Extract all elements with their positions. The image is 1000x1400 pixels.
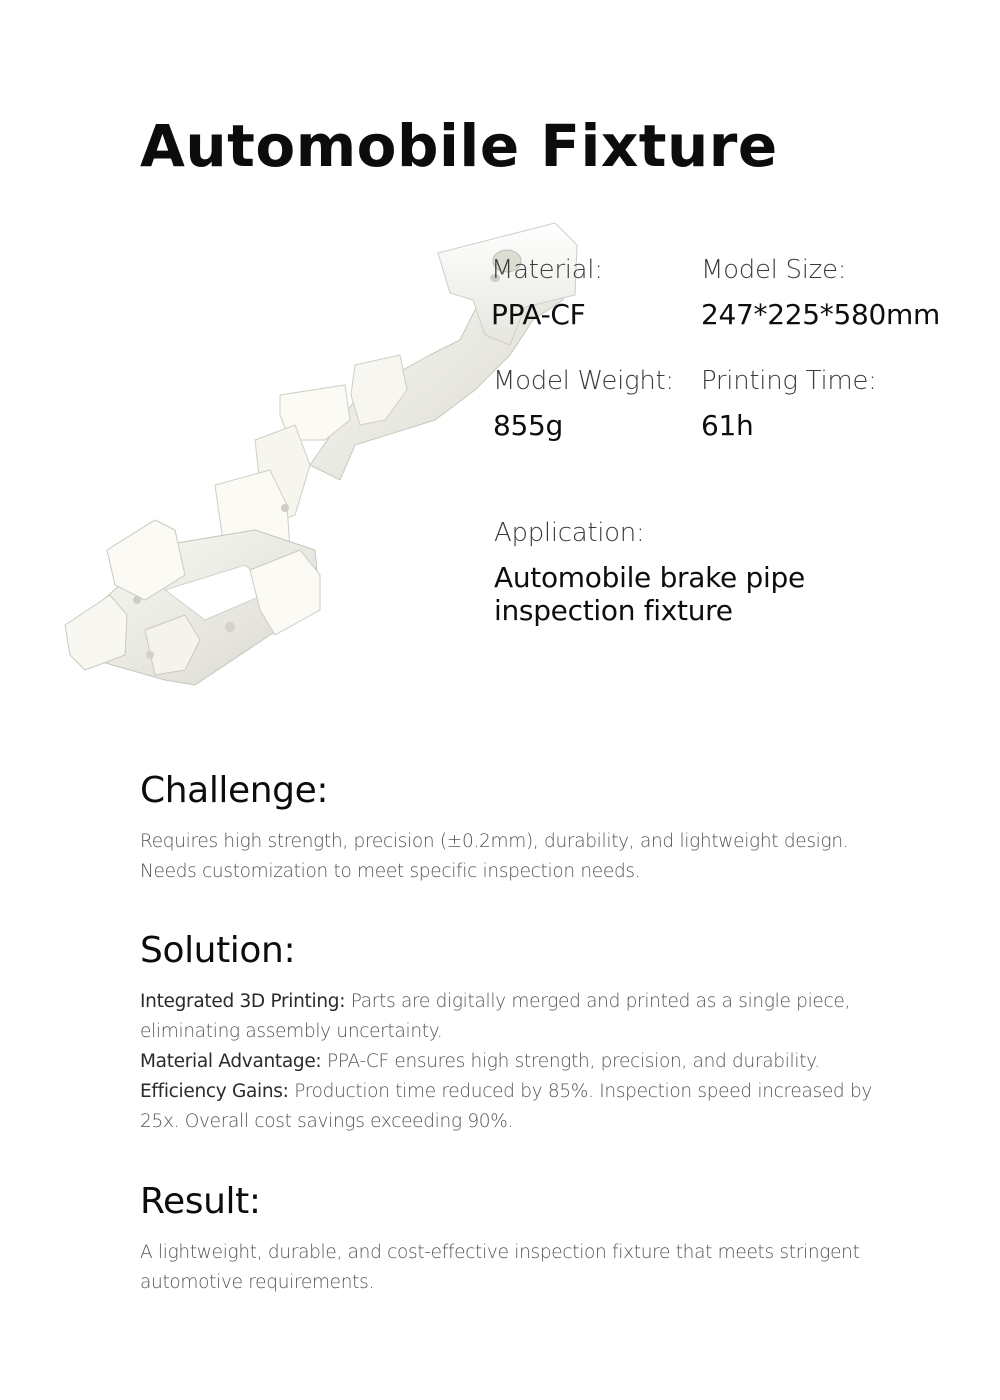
challenge-body — [140, 827, 880, 887]
solution-item-lead: Efficiency Gains: — [140, 1081, 289, 1102]
model-size-value: 247*225*580mm — [701, 298, 940, 331]
challenge-section — [140, 770, 880, 887]
challenge-line: Needs customization to meet specific inspection needs. — [140, 861, 641, 882]
page-title: Automobile Fixture — [140, 112, 778, 180]
application-label: Application: — [494, 518, 645, 548]
model-weight-label: Model Weight: — [493, 366, 674, 396]
spec-model-size — [701, 255, 940, 331]
material-label: Material: — [491, 255, 603, 285]
result-section — [140, 1181, 880, 1298]
solution-heading: Solution: — [140, 930, 296, 971]
spec-application — [494, 518, 914, 627]
solution-item — [140, 987, 880, 1047]
material-value: PPA-CF — [491, 298, 586, 331]
result-body — [140, 1238, 880, 1298]
printing-time-value: 61h — [701, 409, 754, 442]
application-value: Automobile brake pipe inspection fixture — [494, 561, 805, 627]
solution-item-lead: Material Advantage: — [140, 1051, 322, 1072]
spec-printing-time — [701, 366, 877, 442]
spec-material — [491, 255, 603, 331]
solution-item — [140, 1077, 880, 1137]
model-size-label: Model Size: — [701, 255, 847, 285]
challenge-heading: Challenge: — [140, 770, 329, 811]
solution-body — [140, 987, 880, 1137]
solution-item-text: PPA-CF ensures high strength, precision, and durability. — [326, 1051, 820, 1072]
spec-model-weight — [493, 366, 674, 442]
result-text: A lightweight, durable, and cost-effective inspection fixture that meets stringent automotive requirements. — [140, 1242, 860, 1293]
solution-item-text: Production time reduced by 85%. Inspection speed increased by 25x. Overall cost savings exceeding 90%. — [140, 1081, 873, 1132]
printing-time-label: Printing Time: — [701, 366, 877, 396]
solution-item-text: Parts are digitally merged and printed as a single piece, eliminating assembly uncertainty. — [140, 991, 851, 1042]
solution-item — [140, 1047, 880, 1077]
result-heading: Result: — [140, 1181, 261, 1222]
model-weight-value: 855g — [493, 409, 564, 442]
solution-section — [140, 930, 880, 1137]
challenge-line: Requires high strength, precision (±0.2mm), durability, and lightweight design. — [140, 831, 849, 852]
solution-item-lead: Integrated 3D Printing: — [140, 991, 346, 1012]
